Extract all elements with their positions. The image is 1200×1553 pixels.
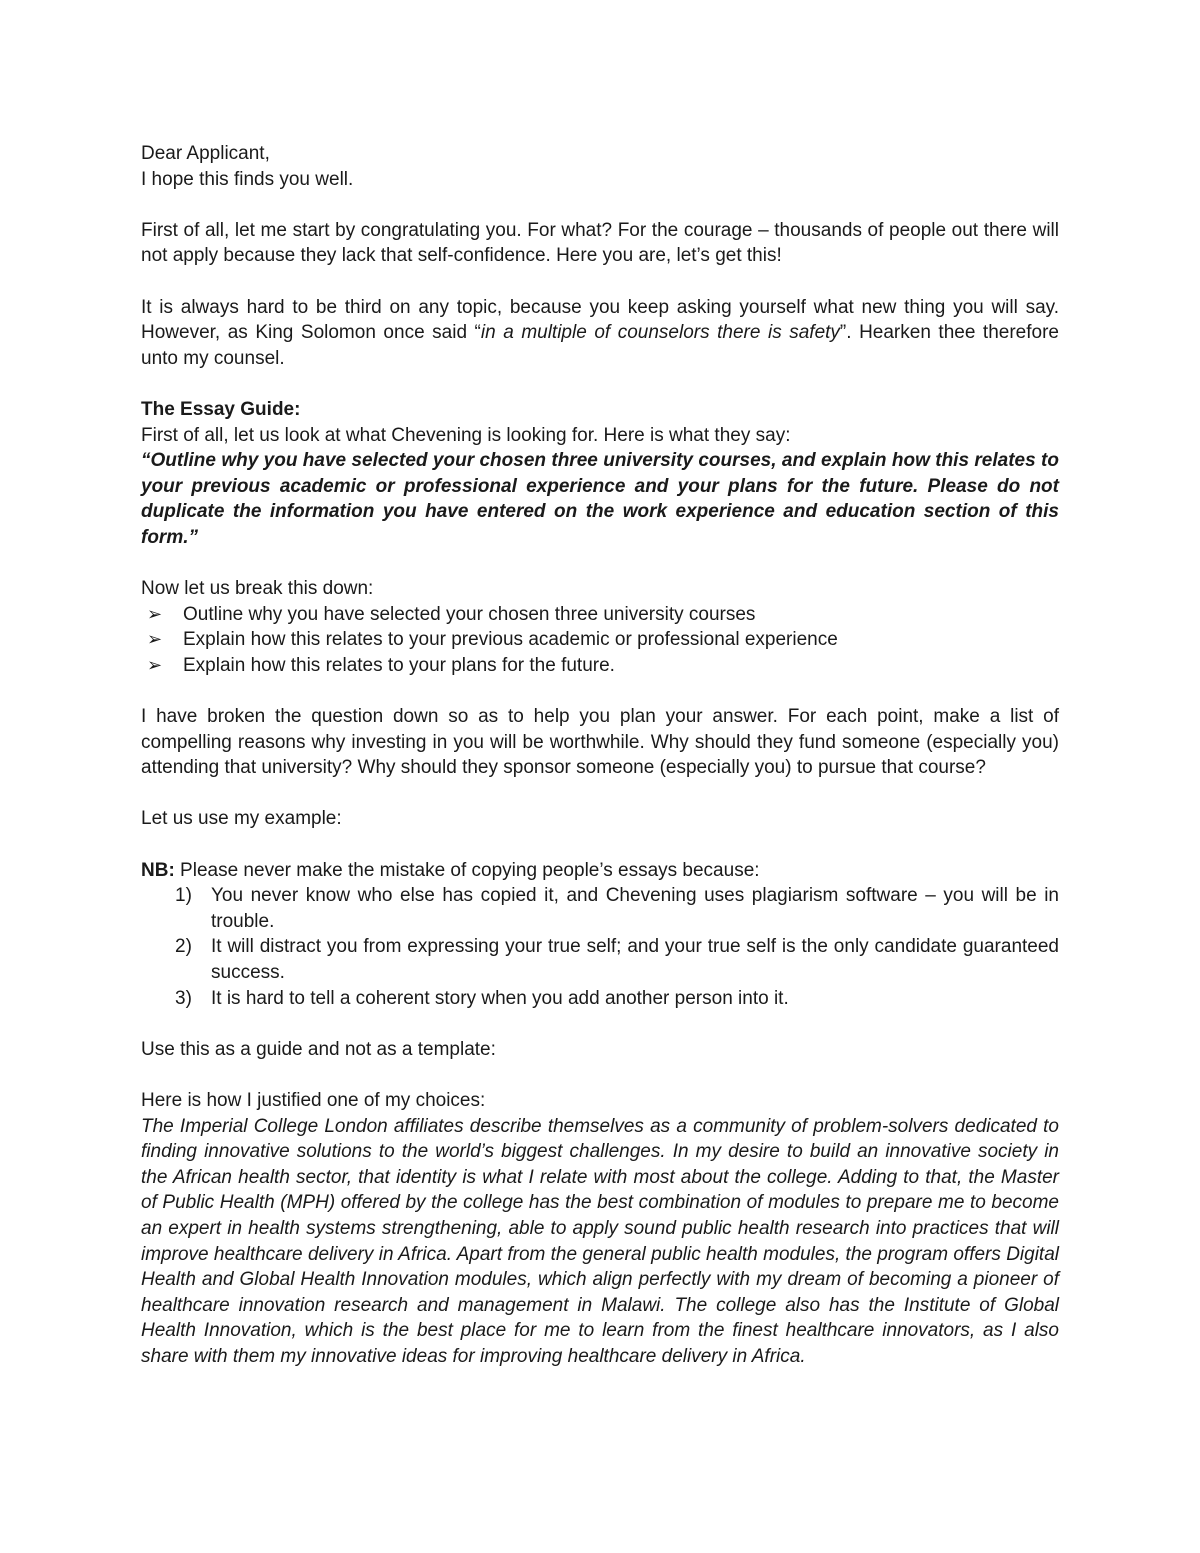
nb-list xyxy=(141,883,1059,1011)
example-essay-text: The Imperial College London affiliates describe themselves as a community of problem-solvers dedicated to finding innovative solutions to the world’s biggest challenges. In my desire to build an innovative society in the African health sector, that identity is what I relate with most about the college. Adding to that, the Master of Public Health (MPH) offered by the college has the best combination of modules to prepare me to become an expert in health systems strengthening, able to apply sound public health research into practices that will improve healthcare delivery in Africa. Apart from the general public health modules, the program offers Digital Health and Global Health Innovation modules, which align perfectly with my dream of becoming a pioneer of healthcare innovation research and management in Malawi. The college also has the Institute of Global Health Innovation, which is the best place for me to learn from the finest healthcare innovators, as I also share with them my innovative ideas for improving healthcare delivery in Africa. xyxy=(141,1115,1059,1367)
essay-guide-heading: The Essay Guide: xyxy=(141,398,301,420)
list-item xyxy=(141,934,1059,985)
third-paragraph xyxy=(141,295,1059,372)
broken-down-paragraph: I have broken the question down so as to help you plan your answer. For each point, make a list of compelling reasons why investing in you will be worthwhile. Why should they fund someone (especially you) attending that university? Why should they sponsor someone (especially you) to pursue that course? xyxy=(141,706,1059,779)
document-page xyxy=(141,141,1059,1370)
list-number: 2) xyxy=(175,936,192,958)
list-item-text: You never know who else has copied it, and Chevening uses plagiarism software – you will be in trouble. xyxy=(211,885,1059,932)
list-item xyxy=(141,627,1059,653)
list-item-text: It is hard to tell a coherent story when you add another person into it. xyxy=(211,987,789,1009)
breakdown-intro: Now let us break this down: xyxy=(141,578,374,600)
essay-guide-intro: First of all, let us look at what Chevening is looking for. Here is what they say: xyxy=(141,424,791,446)
list-item xyxy=(141,602,1059,628)
third-after: ”. Hearken thee therefore unto my counsel. xyxy=(141,322,1059,369)
arrow-bullet-icon: ➢ xyxy=(147,603,163,624)
greeting: Dear Applicant, xyxy=(141,143,270,164)
list-number: 3) xyxy=(175,987,192,1009)
example-intro: Let us use my example: xyxy=(141,808,342,830)
breakdown-list xyxy=(141,602,1059,679)
list-number: 1) xyxy=(175,885,192,907)
solomon-quote: in a multiple of counselors there is safety xyxy=(480,322,840,344)
list-item xyxy=(141,883,1059,934)
nb-label: NB: xyxy=(141,859,175,881)
nb-text: Please never make the mistake of copying people’s essays because: xyxy=(174,859,760,881)
list-item-text: Explain how this relates to your plans for the future. xyxy=(183,654,615,676)
congrats-paragraph: First of all, let me start by congratulating you. For what? For the courage – thousands of people out there will not apply because they lack that self-confidence. Here you are, let’s get this! xyxy=(141,219,1059,267)
nb-paragraph xyxy=(141,858,1059,884)
use-guide-line: Use this as a guide and not as a template: xyxy=(141,1038,496,1060)
chevening-prompt-quote: “Outline why you have selected your chosen three university courses, and explain how this relates to your previous academic or professional experience and your plans for the future. Please do not duplicate the information you have entered on the work experience and education section of this form.” xyxy=(141,450,1059,548)
arrow-bullet-icon: ➢ xyxy=(147,629,163,650)
list-item xyxy=(141,986,1059,1012)
list-item xyxy=(141,653,1059,679)
list-item-text: Outline why you have selected your chosen three university courses xyxy=(183,603,756,625)
list-item-text: It will distract you from expressing your true self; and your true self is the only candidate guaranteed success. xyxy=(211,936,1059,983)
justified-intro: Here is how I justified one of my choices: xyxy=(141,1089,486,1111)
list-item-text: Explain how this relates to your previous academic or professional experience xyxy=(183,629,838,651)
arrow-bullet-icon: ➢ xyxy=(147,654,163,675)
third-before: It is always hard to be third on any topic, because you keep asking yourself what new thing you will say. However, as King Solomon once said “ xyxy=(141,296,1059,344)
hope-line: I hope this finds you well. xyxy=(141,168,354,190)
